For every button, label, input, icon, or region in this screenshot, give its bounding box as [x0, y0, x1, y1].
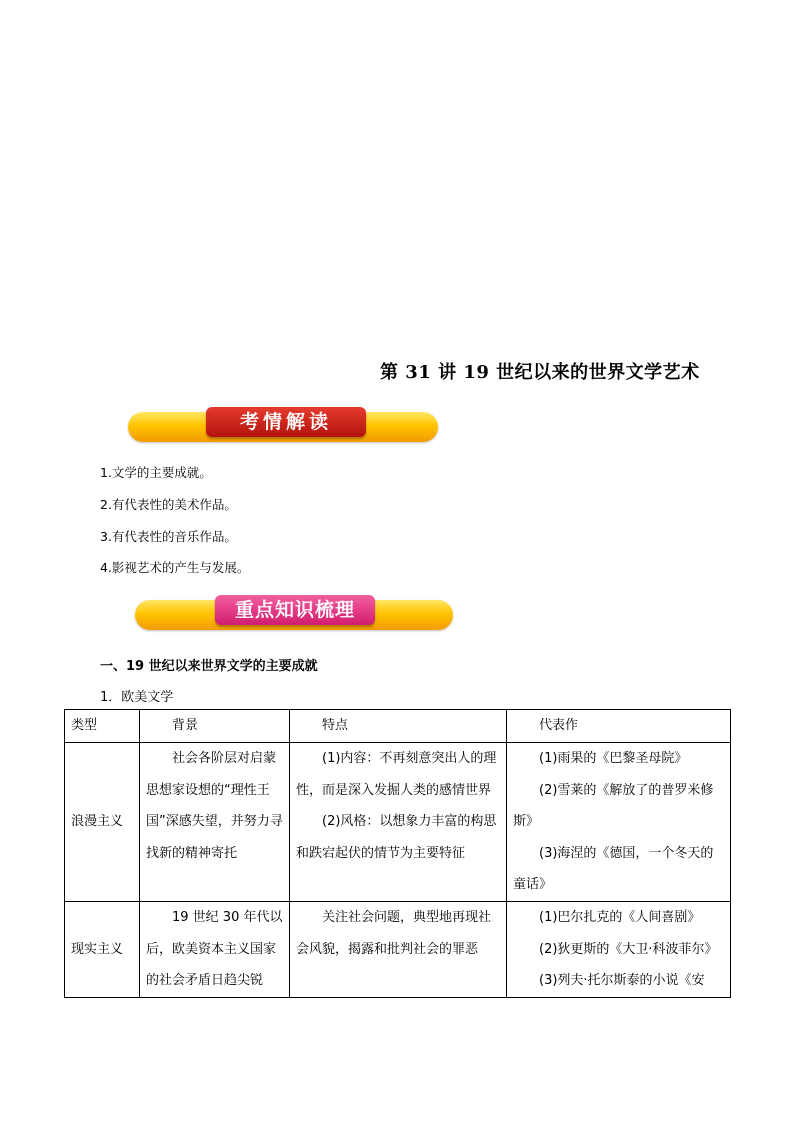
background-text: 社会各阶层对启蒙思想家设想的“理性王国”深感失望，并努力寻找新的精神寄托: [146, 751, 283, 861]
row-background: [140, 901, 290, 997]
exam-point-1: 1.文学的主要成就。: [100, 465, 212, 480]
row-type: 现实主义: [65, 901, 140, 997]
table-row: [65, 743, 731, 902]
exam-point-3: 3.有代表性的音乐作品。: [100, 529, 237, 544]
row-features: [290, 901, 507, 997]
row-works: [507, 743, 731, 902]
header-works: 代表作: [507, 710, 731, 743]
feature-item: (2)风格：以想象力丰富的构思和跌宕起伏的情节为主要特征: [296, 814, 497, 861]
page-title: 第 31 讲 19 世纪以来的世界文学艺术: [380, 362, 700, 383]
feature-item: (1)内容：不再刻意突出人的理性，而是深入发掘人类的感情世界: [296, 751, 497, 798]
exam-point-4: 4.影视艺术的产生与发展。: [100, 560, 250, 575]
key-knowledge-banner: [135, 595, 453, 631]
table-header-row: [65, 710, 731, 743]
row-features: [290, 743, 507, 902]
work-item: (1)巴尔扎克的《人间喜剧》: [539, 909, 701, 925]
work-item: (3)列夫·托尔斯泰的小说《安: [539, 973, 705, 989]
literature-table: [64, 709, 731, 998]
exam-point-2: 2.有代表性的美术作品。: [100, 497, 237, 512]
feature-item: 关注社会问题，典型地再现社会风貌，揭露和批判社会的罪恶: [296, 909, 492, 957]
header-background: 背景: [140, 710, 290, 743]
work-item: (3)海涅的《德国，一个冬天的童话》: [513, 845, 714, 893]
background-text: 19 世纪 30 年代以后，欧美资本主义国家的社会矛盾日趋尖锐: [146, 909, 283, 989]
table-row: [65, 901, 731, 997]
header-type: 类型: [65, 710, 140, 743]
subsection-heading: 1．欧美文学: [100, 690, 174, 705]
row-works: [507, 901, 731, 997]
work-item: (2)雪莱的《解放了的普罗米修斯》: [513, 782, 714, 830]
banner-label: 考情解读: [206, 407, 366, 437]
row-background: [140, 743, 290, 902]
work-item: (2)狄更斯的《大卫·科波菲尔》: [539, 941, 718, 957]
header-features: 特点: [290, 710, 507, 743]
work-item: (1)雨果的《巴黎圣母院》: [539, 751, 688, 766]
section-heading: 一、19 世纪以来世界文学的主要成就: [100, 659, 318, 674]
exam-interpretation-banner: [128, 407, 438, 443]
banner-label: 重点知识梳理: [215, 595, 375, 625]
row-type: 浪漫主义: [65, 743, 140, 902]
